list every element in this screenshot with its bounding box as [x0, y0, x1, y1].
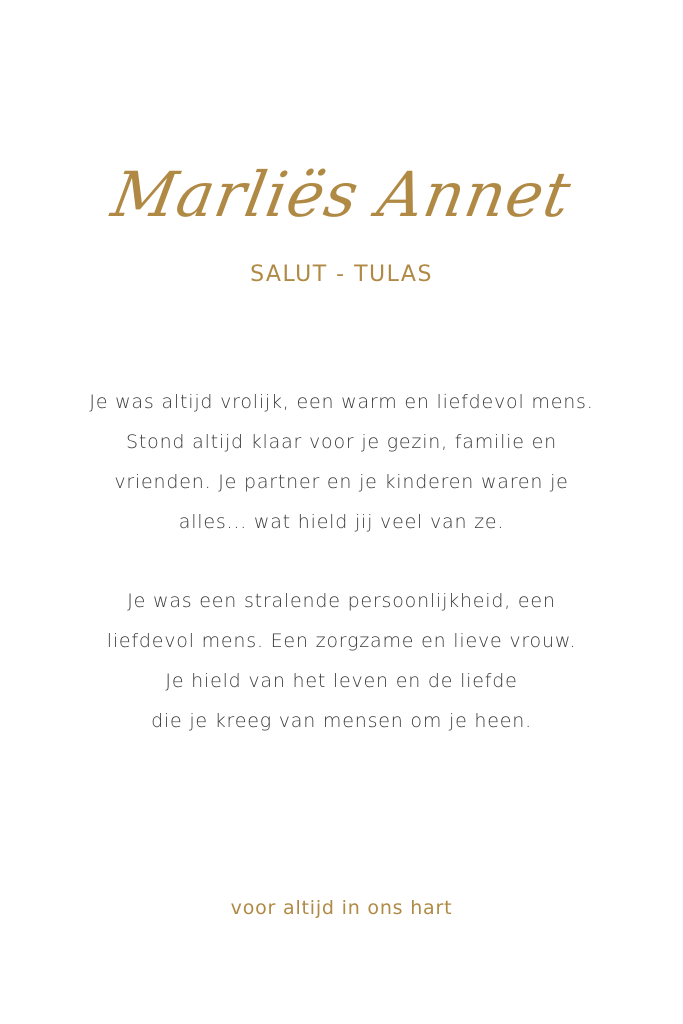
closing-line: voor altijd in ons hart	[230, 897, 453, 919]
tribute-paragraph-2	[0, 581, 683, 741]
name-subtitle: SALUT - TULAS	[250, 262, 433, 287]
text-line: alles... wat hield jij veel van ze.	[178, 511, 505, 533]
text-line: vrienden. Je partner en je kinderen waren je	[114, 471, 569, 493]
deceased-name: Marliës Annet	[106, 158, 577, 231]
text-line: Je was een stralende persoonlijkheid, een	[127, 590, 556, 612]
text-line: liefdevol mens. Een zorgzame en lieve vrouw.	[106, 630, 577, 652]
tribute-paragraph-1	[0, 382, 683, 542]
text-line: Je was altijd vrolijk, een warm en liefdevol mens.	[89, 391, 594, 413]
text-line: die je kreeg van mensen om je heen.	[151, 710, 532, 732]
text-line: Stond altijd klaar voor je gezin, familie en	[126, 431, 557, 453]
text-line: Je hield van het leven en de liefde	[165, 670, 518, 692]
